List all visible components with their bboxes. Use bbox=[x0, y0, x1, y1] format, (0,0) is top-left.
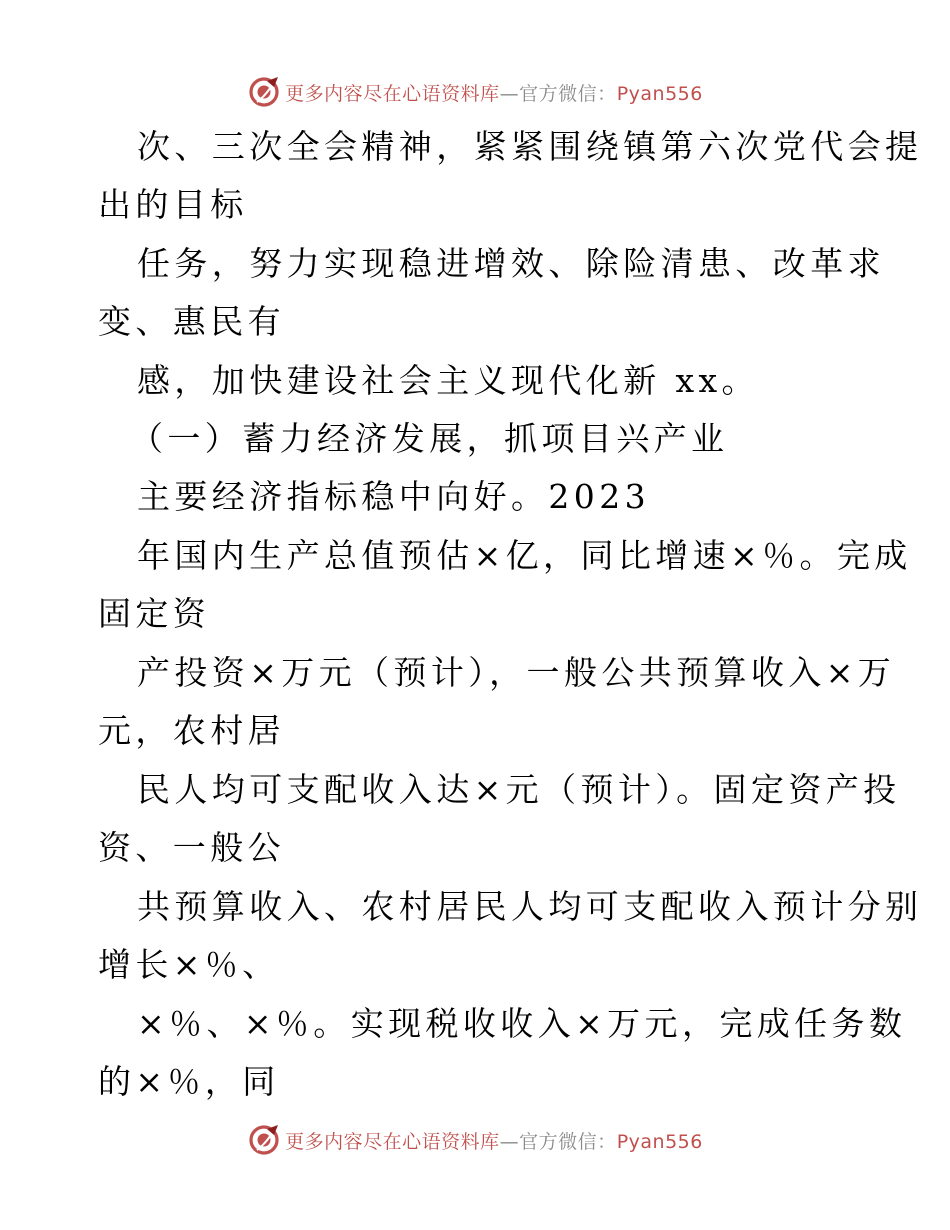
watermark-text bbox=[285, 79, 703, 106]
text-line-12: 民人均可支配收入达×元（预计）。固定资产投 bbox=[137, 770, 901, 809]
watermark-text bbox=[285, 1127, 703, 1154]
watermark-dash: — bbox=[499, 1130, 520, 1153]
text-line-15: 增长×％、 bbox=[98, 945, 280, 984]
text-line-5: 感，加快建设社会主义现代化新 xx。 bbox=[137, 361, 759, 400]
brush-logo-icon bbox=[247, 1123, 281, 1157]
text-line-17: 的×％，同 bbox=[98, 1062, 280, 1101]
watermark-wechat-label: 官方微信： bbox=[519, 82, 617, 105]
watermark-dash: — bbox=[499, 82, 520, 105]
text-line-13: 资、一般公 bbox=[98, 828, 285, 867]
text-line-7: 主要经济指标稳中向好。2023 bbox=[137, 477, 650, 516]
text-line-3: 任务，努力实现稳进增效、除险清患、改革求 bbox=[137, 244, 885, 283]
watermark-title: 更多内容尽在心语资料库 bbox=[285, 1130, 500, 1153]
watermark-wechat-id: Pyan556 bbox=[616, 1130, 703, 1153]
text-line-14: 共预算收入、农村居民人均可支配收入预计分别 bbox=[137, 887, 923, 926]
footer-watermark-banner bbox=[0, 1120, 950, 1160]
watermark-wechat-id: Pyan556 bbox=[616, 82, 703, 105]
watermark-wechat-label: 官方微信： bbox=[519, 1130, 617, 1153]
watermark-title: 更多内容尽在心语资料库 bbox=[285, 82, 500, 105]
text-line-10: 产投资×万元（预计），一般公共预算收入×万 bbox=[137, 653, 896, 692]
section-heading: （一）蓄力经济发展，抓项目兴产业 bbox=[130, 419, 729, 458]
text-line-16: ×％、×％。实现税收收入×万元，完成任务数 bbox=[137, 1004, 907, 1043]
text-line-2: 出的目标 bbox=[98, 185, 248, 224]
text-line-4: 变、惠民有 bbox=[98, 302, 285, 341]
text-line-11: 元，农村居 bbox=[98, 711, 285, 750]
text-line-8: 年国内生产总值预估×亿，同比增速×％。完成 bbox=[137, 536, 912, 575]
text-line-1: 次、三次全会精神，紧紧围绕镇第六次党代会提 bbox=[137, 127, 923, 166]
header-watermark-banner bbox=[0, 72, 950, 112]
text-line-9: 固定资 bbox=[98, 594, 211, 633]
brush-logo-icon bbox=[247, 75, 281, 109]
